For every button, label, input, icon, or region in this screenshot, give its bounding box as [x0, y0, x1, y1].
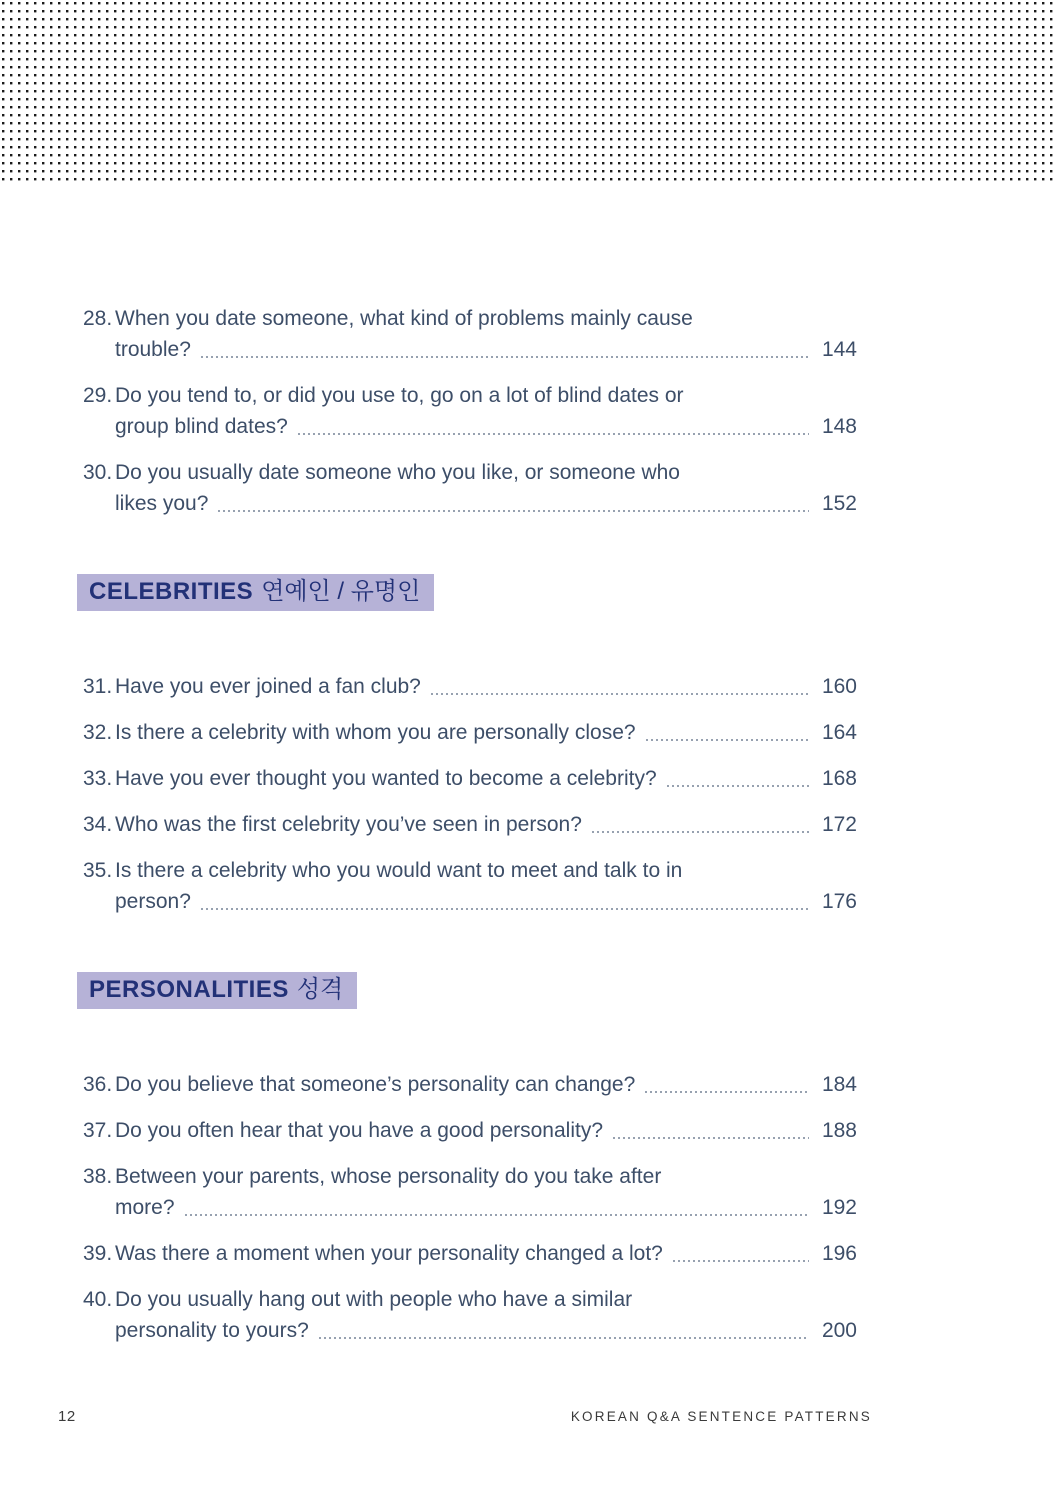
toc-entry: [83, 457, 857, 519]
dot-grid-banner: [0, 0, 1057, 186]
toc-entry-number: 29.: [83, 384, 113, 407]
toc-page-number: 192: [821, 1196, 857, 1219]
dotted-leader: [218, 510, 809, 512]
toc-entry-line: [83, 457, 857, 488]
toc-entry-title: Do you often hear that you have a good personality?: [115, 1119, 604, 1142]
toc-entry: [83, 855, 857, 917]
footer-book-title: KOREAN Q&A SENTENCE PATTERNS: [570, 1409, 872, 1424]
toc-entry-title: Have you ever thought you wanted to become a celebrity?: [115, 767, 657, 790]
toc-entry: [83, 1115, 857, 1146]
toc-entry-line: [83, 1161, 857, 1192]
toc-entry-title: Do you usually hang out with people who have a similar: [115, 1288, 633, 1311]
toc-page-number: 176: [821, 890, 857, 913]
toc-entry-title: Is there a celebrity with whom you are personally close?: [115, 721, 636, 744]
toc-entry-line: [83, 671, 857, 702]
page-footer: [58, 1408, 872, 1425]
dotted-leader: [667, 785, 809, 787]
toc-page-number: 200: [821, 1319, 857, 1342]
toc-entry-number: 30.: [83, 461, 113, 484]
dotted-leader: [431, 693, 809, 695]
dotted-leader: [673, 1260, 809, 1262]
toc-entry: [83, 303, 857, 365]
toc-entry-number: 28.: [83, 307, 113, 330]
toc-entry: [83, 763, 857, 794]
dotted-leader: [298, 433, 809, 435]
toc-entry-line: [83, 886, 857, 917]
toc-entry-number: 31.: [83, 675, 113, 698]
toc-entry-number: 40.: [83, 1288, 113, 1311]
toc-entry: [83, 717, 857, 748]
toc-entry-title: likes you?: [115, 492, 209, 515]
toc-entry-title: personality to yours?: [115, 1319, 309, 1342]
dotted-leader: [319, 1337, 809, 1339]
toc-entry-title: Do you tend to, or did you use to, go on a lot of blind dates or: [115, 384, 684, 407]
toc-entry-title: Have you ever joined a fan club?: [115, 675, 421, 698]
toc-entry-title: Is there a celebrity who you would want to meet and talk to in: [115, 859, 683, 882]
dotted-leader: [646, 739, 809, 741]
toc-entry: [83, 1069, 857, 1100]
toc-entry-title: Between your parents, whose personality do you take after: [115, 1165, 662, 1188]
toc-page-number: 196: [821, 1242, 857, 1265]
toc-page-number: 164: [821, 721, 857, 744]
toc-entry-line: [83, 1115, 857, 1146]
dotted-leader: [201, 908, 809, 910]
toc-entry-title: group blind dates?: [115, 415, 288, 438]
toc-entry-line: [83, 763, 857, 794]
dotted-leader: [592, 831, 809, 833]
toc-entry-number: 34.: [83, 813, 113, 836]
toc-entry-line: [83, 411, 857, 442]
toc-page-number: 168: [821, 767, 857, 790]
section-title: CELEBRITIES: [89, 578, 254, 605]
table-of-contents: [83, 303, 857, 1361]
toc-entry: [83, 671, 857, 702]
toc-entry-line: [83, 1284, 857, 1315]
section-header-celebrities: [77, 574, 434, 611]
toc-entry-title: person?: [115, 890, 191, 913]
toc-page-number: 160: [821, 675, 857, 698]
footer-page-number: 12: [58, 1408, 76, 1425]
dotted-leader: [645, 1091, 809, 1093]
dotted-leader: [185, 1214, 809, 1216]
section-title: PERSONALITIES: [89, 976, 289, 1003]
section-subtitle-korean: 성격: [296, 976, 344, 1003]
toc-entry: [83, 1284, 857, 1346]
toc-entry-title: Do you believe that someone’s personality can change?: [115, 1073, 636, 1096]
toc-entry: [83, 1238, 857, 1269]
toc-entry-title: When you date someone, what kind of problems mainly cause: [115, 307, 693, 330]
dotted-leader: [613, 1137, 809, 1139]
toc-entry-line: [83, 809, 857, 840]
dotted-leader: [201, 356, 809, 358]
toc-entry-number: 38.: [83, 1165, 113, 1188]
toc-entry: [83, 809, 857, 840]
toc-entry-title: Who was the first celebrity you’ve seen in person?: [115, 813, 582, 836]
toc-entry-number: 36.: [83, 1073, 113, 1096]
toc-page-number: 188: [821, 1119, 857, 1142]
toc-entry-title: trouble?: [115, 338, 191, 361]
toc-entry-line: [83, 488, 857, 519]
toc-entry-line: [83, 334, 857, 365]
toc-entry-number: 32.: [83, 721, 113, 744]
toc-entry: [83, 380, 857, 442]
toc-entry-number: 35.: [83, 859, 113, 882]
toc-page-number: 148: [821, 415, 857, 438]
toc-entry-line: [83, 1069, 857, 1100]
toc-entry-line: [83, 303, 857, 334]
section-header-personalities: [77, 972, 357, 1009]
toc-page-number: 144: [821, 338, 857, 361]
toc-entry-number: 37.: [83, 1119, 113, 1142]
toc-entry-line: [83, 855, 857, 886]
section-subtitle-korean: 연예인 / 유명인: [261, 578, 421, 605]
toc-entry-line: [83, 1315, 857, 1346]
toc-entry-line: [83, 1238, 857, 1269]
toc-entry-number: 33.: [83, 767, 113, 790]
toc-page-number: 152: [821, 492, 857, 515]
toc-entry-title: more?: [115, 1196, 175, 1219]
toc-entry-line: [83, 717, 857, 748]
toc-entry: [83, 1161, 857, 1223]
toc-entry-line: [83, 1192, 857, 1223]
toc-entry-line: [83, 380, 857, 411]
toc-page-number: 184: [821, 1073, 857, 1096]
toc-page-number: 172: [821, 813, 857, 836]
toc-entry-title: Was there a moment when your personality changed a lot?: [115, 1242, 663, 1265]
toc-entry-number: 39.: [83, 1242, 113, 1265]
toc-entry-title: Do you usually date someone who you like, or someone who: [115, 461, 680, 484]
